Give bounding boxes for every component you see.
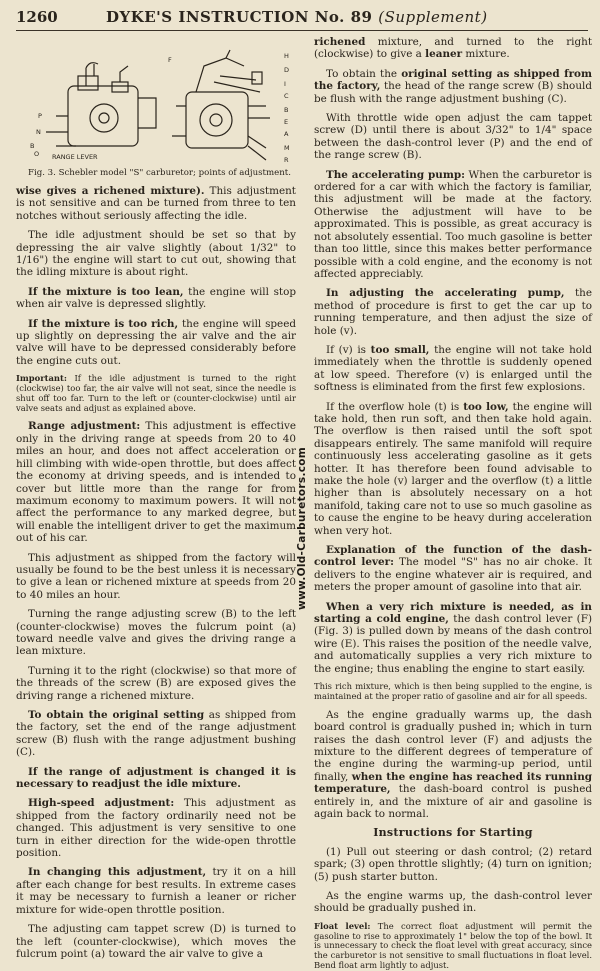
label-p: P bbox=[38, 112, 42, 120]
paragraph: The adjusting cam tappet screw (D) is turned to the left (counter-clockwise), which moves the fulcrum point (a) toward the air valve to give a bbox=[16, 923, 296, 960]
watermark: www.Old-Carburetors.com bbox=[296, 446, 308, 610]
paragraph: Range adjustment: This adjustment is effective only in the driving range at speeds from 20 to 40 miles an hour, and does not affect acceleration or hill climbing with wide-open throttle, but does affect the economy at driving speeds, and is intended to cover but little more than the range for from maximum economy to maximum powers. It will not affect the performance to any marked degree, but will enable the intelligent driver to get the maximum out of his car. bbox=[16, 420, 296, 545]
paragraph: If the mixture is too lean, the engine will stop when air valve is depressed slightly. bbox=[16, 285, 296, 311]
note: This rich mixture, which is then being supplied to the engine, is maintained at the proper ratio of gasoline and air for all speeds. bbox=[314, 681, 592, 701]
carburetor-diagram bbox=[16, 36, 296, 164]
paragraph: With throttle wide open adjust the cam tappet screw (D) until there is about 3/32" to 1/4" space between the dash-control lever (P) and the end of the range screw (B). bbox=[314, 112, 592, 162]
label-e: E bbox=[284, 118, 289, 126]
label-a: A bbox=[284, 130, 289, 138]
paragraph: Turning it to the right (clockwise) so that more of the threads of the screw (B) are exposed gives the driving range a richened mixture. bbox=[16, 664, 296, 702]
paragraph: High-speed adjustment: This adjustment as shipped from the factory ordinarily need not be changed. This adjustment is very sensitive to one turn in either direction for the wide-open throttle position. bbox=[16, 797, 297, 860]
paragraph: If (v) is too small, the engine will not take hold immediately when the throttle is suddenly opened at low speed. Therefore (v) is enlarged until the softness is eliminated from the first few explosions. bbox=[314, 343, 592, 394]
paragraph: richened mixture, and turned to the right (clockwise) to give a leaner mixture. bbox=[314, 36, 592, 61]
paragraph: To obtain the original setting as shipped from the factory, the head of the range screw (B) should be flush with the range adjustment bushing (C). bbox=[314, 67, 592, 105]
section-heading: Instructions for Starting bbox=[373, 826, 533, 840]
label-b: B bbox=[30, 142, 35, 150]
paragraph: To obtain the original setting as shipped from the factory, set the end of the range adjustment screw (B) flush with the range adjustment bushing (C). bbox=[16, 709, 297, 759]
paragraph: As the engine warms up, the dash-control lever should be gradually pushed in. bbox=[314, 889, 592, 915]
paragraph: When a very rich mixture is needed, as in starting a cold engine, the dash control lever (F) (Fig. 3) is pulled down by means of the dash control wire (E). This raises the position of the needle valve, and automatically supplies a very rich mixture to the engine; thus enabling the engine to start easily. bbox=[314, 600, 593, 675]
label-h: H bbox=[284, 52, 289, 60]
paragraph: If the overflow hole (t) is too low, the engine will take hold, then run soft, and then take hold again. The overflow is then raised until the soft spot disappears entirely. The same manifold will require continuously less accelerating gasoline as it gets hotter. It has therefore been found advisable to make the hole (v) larger and the overflow (t) a little higher than is absolutely necessary on a hot manifold, taking care not to use so much gasoline as to cause the engine to be heavy during acceleration when very hot. bbox=[314, 400, 592, 537]
label-m: M bbox=[284, 144, 290, 152]
label-f: F bbox=[168, 56, 172, 64]
paragraph: In changing this adjustment, try it on a hill after each change for best results. In extreme cases it may be necessary to furnish a leaner or richer mixture for wide-open throttle position. bbox=[16, 866, 296, 916]
paragraph: If the mixture is too rich, the engine will speed up slightly on depressing the air valve and the air valve will have to be depressed considerably before the engine cuts out. bbox=[16, 317, 296, 367]
paragraph: If the range of adjustment is changed it is necessary to readjust the idle mixture. bbox=[16, 765, 296, 791]
label-c: C bbox=[284, 92, 289, 100]
label-b2: B bbox=[284, 106, 289, 114]
page-header bbox=[16, 6, 588, 31]
label-i: I bbox=[284, 80, 286, 88]
label-d: D bbox=[284, 66, 290, 74]
title-main: DYKE'S INSTRUCTION No. 89 bbox=[106, 8, 373, 26]
page-number: 1260 bbox=[16, 8, 58, 26]
carburetor-figure bbox=[16, 36, 296, 164]
paragraph: Turning the range adjusting screw (B) to the left (counter-clockwise) moves the fulcrum point (a) toward needle valve and gives the driving range a lean mixture. bbox=[16, 608, 296, 658]
left-column bbox=[16, 36, 297, 960]
label-r: R bbox=[284, 156, 289, 164]
figure-caption: Fig. 3. Schebler model "S" carburetor; points of adjustment. bbox=[28, 168, 291, 178]
range-lever-label: RANGE LEVER bbox=[52, 153, 98, 161]
right-column bbox=[314, 36, 593, 970]
page-title bbox=[106, 8, 488, 26]
paragraph: In adjusting the accelerating pump, the method of procedure is first to get the car up to running temperature, and then adjust the size of hole (v). bbox=[314, 287, 593, 337]
label-n: N bbox=[36, 128, 41, 136]
paragraph: The idle adjustment should be set so that by depressing the air valve slightly (about 1/32" to 1/16") the engine will start to cut out, showing that the idling mixture is about right. bbox=[16, 229, 296, 279]
paragraph: (1) Pull out steering or dash control; (2) retard spark; (3) open throttle slightly; (4) turn on ignition; (5) push starter button. bbox=[314, 845, 592, 883]
paragraph: As the engine gradually warms up, the dash board control is gradually pushed in; which in turn raises the dash control lever (F) and adjusts the mixture to the different degrees of temperature of the engine during the warming-up period, until finally, when the engine has reached its running temperature, the dash-board control is pushed entirely in, and the mixture of air and gasoline is again back to normal. bbox=[314, 708, 593, 820]
note: Float level: The correct float adjustment will permit the gasoline to rise to approximately 1" below the top of the bowl. It is unnecessary to check the float level with great accuracy, since the carburetor is not sensitive to small fluctuations in float level. Bend float arm lightly to adjust. bbox=[314, 920, 592, 970]
paragraph: This adjustment as shipped from the factory will usually be found to be the best unless it is necessary to give a lean or richened mixture at speeds from 20 to 40 miles an hour. bbox=[16, 551, 296, 601]
label-o: O bbox=[34, 150, 40, 158]
paragraph: Explanation of the function of the dash-control lever: The model "S" has no air choke. It delivers to the engine whatever air is required, and meters the proper amount of gasoline into that air. bbox=[314, 544, 592, 594]
note: Important: If the idle adjustment is turned to the right (clockwise) too far, the air valve will not seat, since the needle is shut off too far. Turn to the left or (counter-clockwise) until air valve seats and adjust as explained above. bbox=[16, 373, 296, 413]
paragraph: wise gives a richened mixture). This adjustment is not sensitive and can be turned from three to ten notches without seriously affecting the idle. bbox=[16, 185, 296, 222]
paragraph: The accelerating pump: When the carburetor is ordered for a car with which the factory is familiar, this adjustment will be made at the factory. Otherwise the adjustment will have to be approximated. This is possible, as great accuracy is not absolutely essential. Too much gasoline is better than too little, since this makes better performance possible with a cold engine, and the economy is not affected appreciably. bbox=[314, 168, 592, 280]
title-subtitle: (Supplement) bbox=[378, 8, 488, 26]
